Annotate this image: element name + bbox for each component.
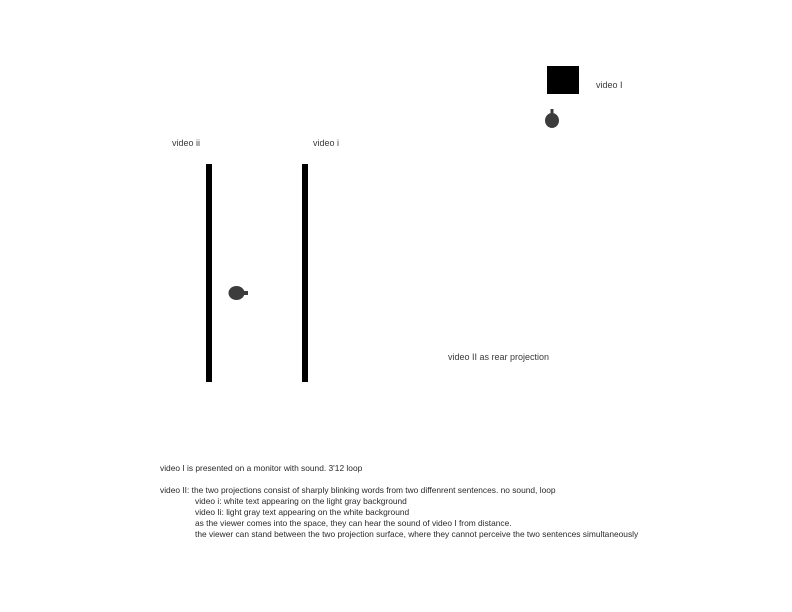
monitor-icon [547, 66, 579, 94]
note-line-5: as the viewer comes into the space, they can hear the sound of video I from distance. [195, 517, 512, 528]
note-line-2: video II: the two projections consist of sharply blinking words from two diffenrent sentences. no sound, loop [160, 484, 556, 495]
projection-screen-left [206, 164, 212, 382]
note-line-3: video i: white text appearing on the light gray background [195, 495, 407, 506]
viewer-between-screens-icon [228, 284, 250, 302]
note-line-1: video I is presented on a monitor with sound. 3'12 loop [160, 463, 363, 473]
note-spacer [160, 474, 638, 485]
projection-screen-right [302, 164, 308, 382]
notes-block [160, 463, 638, 539]
screen-right-label: video i [313, 138, 340, 148]
note-line-6: the viewer can stand between the two projection surface, where they cannot perceive the two sentences simultaneously [195, 528, 639, 539]
rear-projection-label: video II as rear projection [448, 352, 550, 362]
viewer-icon [542, 108, 562, 130]
monitor-label: video I [596, 80, 623, 90]
screen-left-label: video ii [172, 138, 201, 148]
note-line-4: video Ii: light gray text appearing on the white background [195, 506, 410, 517]
